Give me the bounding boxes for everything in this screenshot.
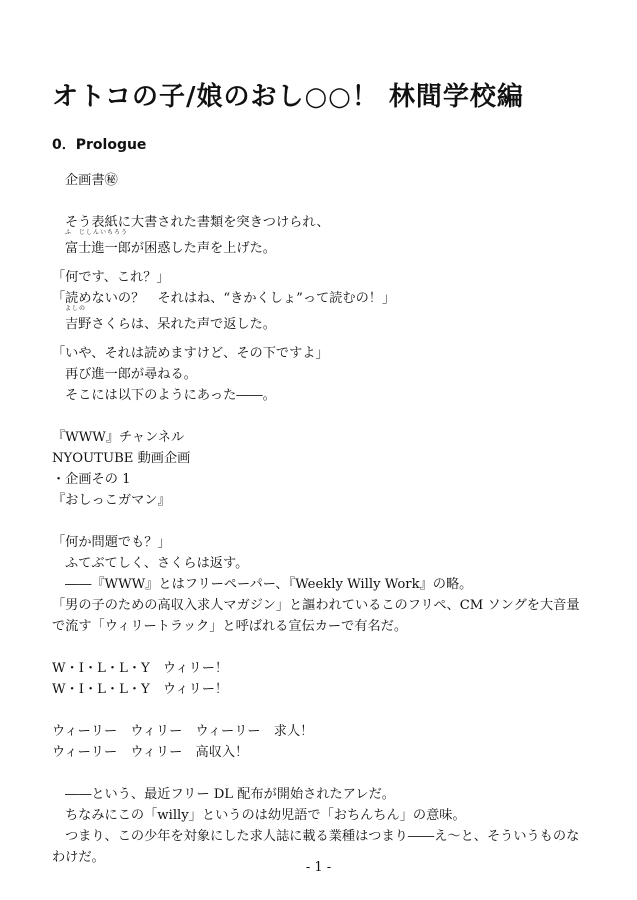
document-title: オトコの子/娘のおし○○！ 林間学校編 <box>52 82 524 112</box>
ruby-text-line <box>52 229 592 259</box>
text-line: 吉野さくらは、呆れた声で返した。 <box>65 317 276 332</box>
text-line: NYOUTUBE 動画企画 <box>52 451 191 466</box>
text-line: 『おしっこガマン』 <box>52 493 171 508</box>
text-line: ――という、最近フリー DL 配布が開始されたアレだ。 <box>65 787 395 802</box>
ruby-annotation: よしの <box>65 305 87 312</box>
text-line: 「男の子のための高収入求人マガジン」と謳われているこのフリペ、CM ソングを大音量で流す「ウィリートラック」と呼ばれる宣伝カーで有名だ。 <box>52 598 580 634</box>
text-line: 再び進一郎が尋ねる。 <box>65 367 197 382</box>
text-line: つまり、この少年を対象にした求人誌に載る業種はつまり――え～と、そういうものなわけだ。 <box>52 829 580 865</box>
text-line: 『WWW』チャンネル <box>52 430 185 445</box>
text-line: そこには以下のようにあった――。 <box>65 388 276 403</box>
text-line: 「何か問題でも？」 <box>52 535 171 550</box>
text-line: ウィーリー ウィリー 高収入！ <box>52 745 249 760</box>
text-line: 「何です、これ？」 <box>52 270 170 285</box>
text-line: ふてぶてしく、さくらは返す。 <box>65 556 249 571</box>
text-line: ・企画その 1 <box>52 472 131 487</box>
text-line: W・I・L・L・Y ウィリー！ <box>52 661 229 676</box>
text-line: 「読めないの？ それはね、“きかくしょ”って読むの！」 <box>52 291 396 306</box>
page-number: - 1 - <box>305 860 332 875</box>
ruby-text-line <box>52 305 592 335</box>
text-line: そう表紙に大書された書類を突きつけられ、 <box>65 215 330 230</box>
text-line: 企画書㊙ <box>65 173 118 188</box>
text-line: ちなみにこの「willy」というのは幼児語で「おちんちん」の意味。 <box>65 808 466 823</box>
text-line: 「いや、それは読めますけど、その下ですよ」 <box>52 346 329 361</box>
text-line: ウィーリー ウィリー ウィーリー 求人！ <box>52 724 314 739</box>
section-heading: 0．Prologue <box>52 137 147 153</box>
text-line: W・I・L・L・Y ウィリー！ <box>52 682 229 697</box>
ruby-annotation: ふ じしんいちろう <box>65 229 129 236</box>
document-body <box>52 170 592 868</box>
text-line: ――『WWW』とはフリーペーパー、『Weekly Willy Work』の略。 <box>65 577 473 592</box>
text-line: 富士進一郎が困惑した声を上げた。 <box>65 241 276 256</box>
